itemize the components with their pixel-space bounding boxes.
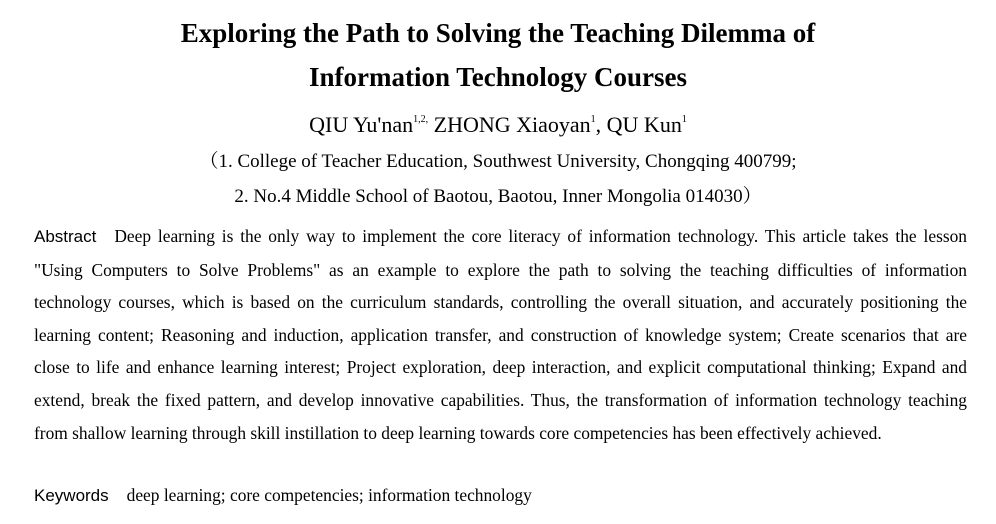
paper-title-line-1: Exploring the Path to Solving the Teaching Dilemma of (180, 18, 816, 48)
abstract (34, 220, 967, 449)
affiliation-1: （1. College of Teacher Education, Southwest University, Chongqing 400799; (199, 151, 797, 172)
keywords-label: Keywords (34, 486, 109, 505)
abstract-text: Deep learning is the only way to implement the core literacy of information technology. This article takes the lesson "Using Computers to Solve Problems" as an example to explore the path to solving the teaching difficulties of information technology courses, which is based on the curriculum standards, controlling the overall situation, and accurately positioning the learning content; Reasoning and induction, application transfer, and construction of knowledge system; Create scenarios that are close to life and enhance learning interest; Project exploration, deep interaction, and explicit computational thinking; Expand and extend, break the fixed pattern, and develop innovative capabilities. Thus, the transformation of information technology teaching from shallow learning through skill instillation to deep learning towards core competencies has been effectively achieved. (34, 226, 967, 443)
author-affiliation-marker: 1 (681, 114, 687, 125)
author-name: QU Kun (606, 112, 682, 137)
abstract-label: Abstract (34, 227, 97, 246)
paper-title-line-2: Information Technology Courses (308, 62, 688, 92)
affiliation-2: 2. No.4 Middle School of Baotou, Baotou, Inner Mongolia 014030） (234, 186, 762, 207)
author-separator: , (595, 112, 607, 137)
author-affiliation-marker: 1,2, (413, 114, 429, 125)
author-name: ZHONG Xiaoyan (433, 112, 591, 137)
author-affiliation-marker: 1 (590, 114, 596, 125)
keywords (34, 481, 967, 510)
author-name: QIU Yu'nan (309, 112, 414, 137)
keywords-text: deep learning; core competencies; information technology (126, 485, 532, 505)
author-list (0, 111, 996, 139)
